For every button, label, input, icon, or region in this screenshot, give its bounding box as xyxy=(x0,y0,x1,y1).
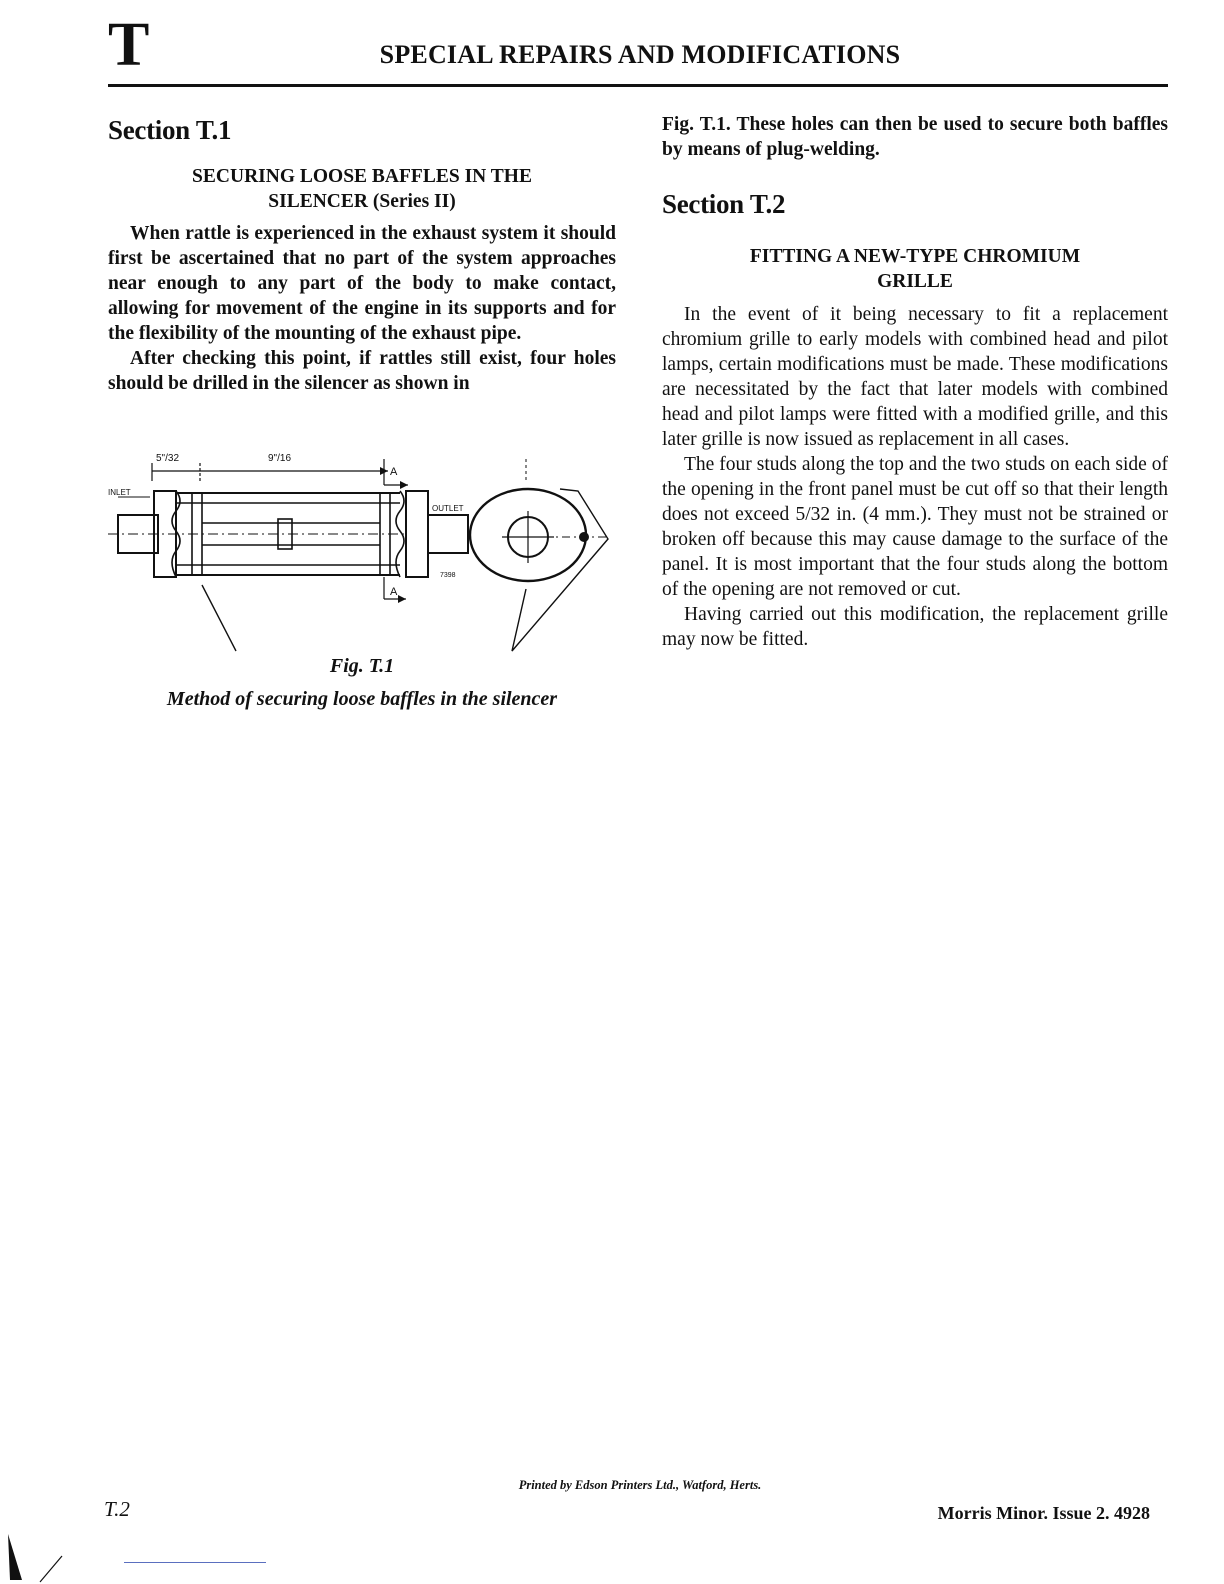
bottom-edge-line xyxy=(124,1562,266,1563)
paragraph-grille-event: In the event of it being necessary to fit a replacement chromium grille to early models with combined head and pilot lamps, certain modifications must be made. These modifications are necessitated by the fact that later models with combined head and pilot lamps were fitted with a modified grille, and this later grille is now issued as replacement in all cases. xyxy=(662,304,1168,450)
paragraph-fitted: Having carried out this modification, the replacement grille may now be fitted. xyxy=(662,604,1168,650)
section-marker-bottom: A xyxy=(390,586,398,598)
inlet-label: INLET xyxy=(108,488,131,497)
paragraph-checking: After checking this point, if rattles still exist, four holes should be drilled in the silencer as shown in xyxy=(108,348,616,394)
right-column xyxy=(662,112,1168,652)
outlet-pipe-rect xyxy=(428,515,468,553)
section-marker-top: A xyxy=(390,466,398,478)
section-heading-t2: Section T.2 xyxy=(662,189,786,219)
header-rule xyxy=(108,84,1168,87)
right-end-cap xyxy=(406,491,428,577)
subheading-grille xyxy=(662,244,1168,294)
pointer-line-left xyxy=(202,585,236,651)
page-number: T.2 xyxy=(104,1497,130,1521)
subheading-line-1: FITTING A NEW-TYPE CHROMIUM xyxy=(749,246,1081,267)
figure-silencer-drawing xyxy=(108,445,616,660)
paragraph-rattle: When rattle is experienced in the exhaust system it should first be ascertained that no part of the system approaches near enough to any part of the body to make contact, allowing for movement of the engine in its supports and for the flexibility of the mounting of the exhaust pipe. xyxy=(108,223,616,344)
subheading-line-1: SECURING LOOSE BAFFLES IN THE xyxy=(192,166,532,187)
pointer-line-right xyxy=(512,489,608,651)
dim-label-left: 5"/32 xyxy=(156,453,180,464)
subheading-baffles xyxy=(108,164,616,214)
printer-credit: Printed by Edson Printers Ltd., Watford, Herts. xyxy=(518,1478,762,1492)
page-title: SPECIAL REPAIRS AND MODIFICATIONS xyxy=(379,40,901,69)
figure-caption-text: Method of securing loose baffles in the silencer xyxy=(166,688,558,710)
silencer-diagram xyxy=(108,445,616,660)
subheading-line-2: SILENCER (Series II) xyxy=(268,191,456,212)
paragraph-studs: The four studs along the top and the two studs on each side of the opening in the front panel must be cut off so that their length does not exceed 5/32 in. (4 mm.). They must not be strained or broken off because this may cause damage to the surface of the panel. It is most important that the four studs along the bottom of the opening are not removed or cut. xyxy=(662,454,1168,600)
section-heading-t1: Section T.1 xyxy=(108,115,232,145)
drawing-ref-number: 7398 xyxy=(440,572,456,579)
weld-hole-marker xyxy=(580,533,588,541)
left-column xyxy=(108,112,616,396)
corner-mark-icon xyxy=(0,1528,90,1584)
issue-label: Morris Minor. Issue 2. 4928 xyxy=(937,1503,1150,1523)
outlet-label: OUTLET xyxy=(432,504,464,513)
paragraph-continued: Fig. T.1. These holes can then be used to secure both baffles by means of plug-welding. xyxy=(662,114,1168,160)
dim-label-right: 9"/16 xyxy=(268,453,292,464)
chapter-letter: T xyxy=(108,11,150,79)
subheading-line-2: GRILLE xyxy=(877,271,953,292)
figure-caption-number: Fig. T.1 xyxy=(329,655,395,677)
